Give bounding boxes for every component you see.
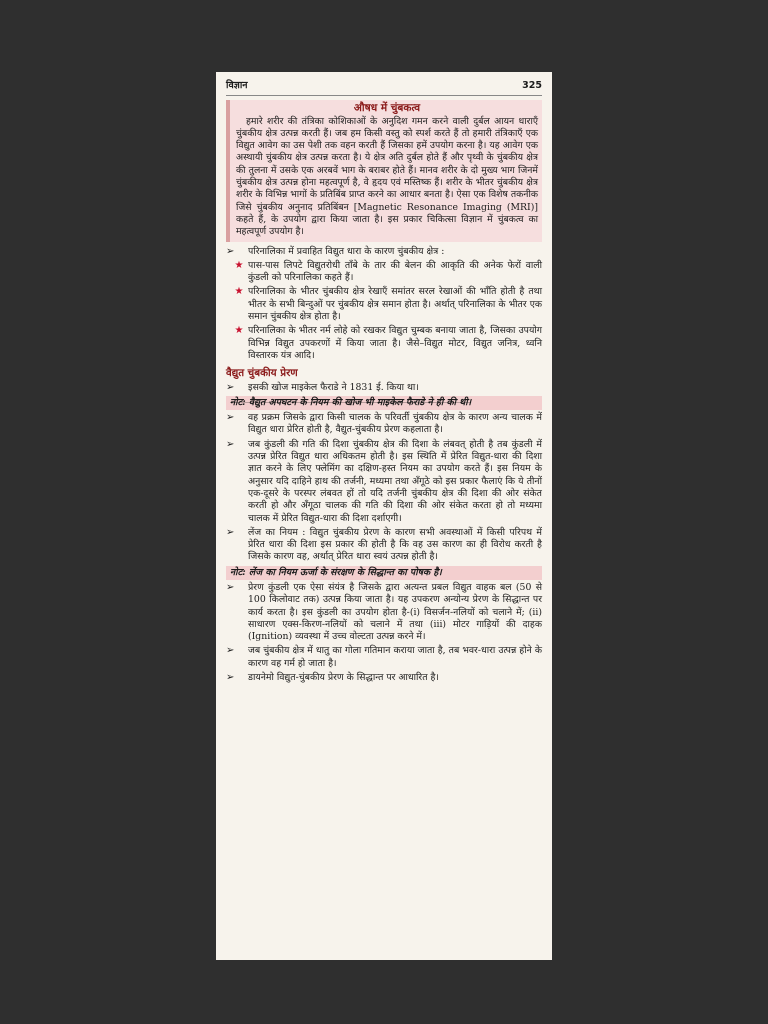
list-item [226,325,542,362]
list-item [226,582,542,643]
induction-point: जब चुंबकीय क्षेत्र में धातु का गोला गतिमान कराया जाता है, तब भवर-धारा उत्पन्न होने के कारण वह गर्म हो जाता है। [248,645,542,669]
textbook-page [216,72,552,960]
solenoid-point: परिनालिका के भीतर चुंबकीय क्षेत्र रेखाएँ समांतर सरल रेखाओं की भाँति होती है तथा भीतर के सभी बिन्दुओं पर चुंबकीय क्षेत्र समान होता है। अर्थात् परिनालिका के भीतर एक समान चुंबकीय क्षेत्र होता है। [248,286,542,323]
section-heading-induction: वैद्युत चुंबकीय प्रेरण [226,367,298,380]
box-paragraph: हमारे शरीर की तंत्रिका कोशिकाओं के अनुदिश गमन करने वाली दुर्बल आयन धाराएँ चुंबकीय क्षेत्र उत्पन्न करती हैं। जब हम किसी वस्तु को स्पर्श करते हैं तो हमारी तंत्रिकाएँ एक विद्युत आवेग का उस पेशी तक वहन करती हैं जिसका हमें उपयोग करना है। यह आवेग एक अस्थायी चुंबकीय क्षेत्र उत्पन्न करता है। ये क्षेत्र अति दुर्बल होते हैं और पृथ्वी के चुंबकीय क्षेत्र की तुलना में उसके एक अरबवें भाग के बराबर होते हैं। मानव शरीर के दो मुख्य भाग जिनमें चुंबकीय क्षेत्र उत्पन्न होना महत्वपूर्ण है, वे हृदय एवं मस्तिष्क हैं। शरीर के भीतर चुंबकीय क्षेत्र शरीर के विभिन्न भागों के प्रतिबिंब प्राप्त करने का आधार बनता है। ऐसा एक विशेष तकनीक जिसे चुंबकीय अनुनाद प्रतिबिंबन [Magnetic Resonance Imaging (MRI)] कहते हैं, के उपयोग द्वारा किया जाता है। इस प्रकार चिकित्सा विज्ञान में चुंबकत्व का महत्वपूर्ण उपयोग है। [236,115,538,238]
arrow-bullet-icon: ➢ [226,645,235,657]
arrow-bullet-icon: ➢ [226,412,235,424]
induction-point: लेंज का नियम : विद्युत चुंबकीय प्रेरण के कारण सभी अवस्थाओं में किसी परिपथ में प्रेरित धारा की दिशा इस प्रकार की होती है कि वह उस कारण का ही विरोध करती है जिसके कारण वह, अर्थात् प्रेरित धारा स्वयं उत्पन्न होती है। [248,526,542,563]
arrow-bullet-icon: ➢ [226,672,235,684]
list-item [226,439,542,525]
discovery-text: इसकी खोज माइकेल फैराडे ने 1831 ई. किया था। [248,381,419,393]
list-item [226,382,542,394]
star-bullet-icon: ★ [234,286,244,298]
arrow-bullet-icon: ➢ [226,438,235,450]
solenoid-heading-item [226,246,542,258]
list-item [226,412,542,437]
star-bullet-icon: ★ [234,259,244,271]
page-number: 325 [522,80,542,91]
list-item [226,645,542,670]
list-item [226,260,542,285]
arrow-bullet-icon: ➢ [226,381,235,393]
note-banner: नोट: वैद्युत अपघटन के नियम की खोज भी माइकेल फैराडे ने ही की थी। [226,396,542,410]
induction-point: डायनेमो विद्युत-चुंबकीय प्रेरण के सिद्धान्त पर आधारित है। [248,672,439,684]
note-banner: नोट: लेंज का नियम ऊर्जा के संरक्षण के सिद्धान्त का पोषक है। [226,566,542,580]
solenoid-heading: परिनालिका में प्रवाहित विद्युत धारा के कारण चुंबकीय क्षेत्र : [248,245,445,257]
arrow-bullet-icon: ➢ [226,245,235,257]
induction-point: वह प्रक्रम जिसके द्वारा किसी चालक के परिवर्ती चुंबकीय क्षेत्र के कारण अन्य चालक में विद्युत धारा प्रेरित होती है, वैद्युत-चुंबकीय प्रेरण कहलाता है। [248,412,542,436]
list-item [226,672,542,684]
subject-title: विज्ञान [226,80,248,91]
page-header [226,80,542,96]
induction-point: जब कुंडली की गति की दिशा चुंबकीय क्षेत्र की दिशा के लंबवत् होती है तब कुंडली में उत्पन्न प्रेरित विद्युत धारा अधिकतम होती है। इस स्थिति में प्रेरित विद्युत-धारा की दिशा ज्ञात करने के लिए फ्लेमिंग का दक्षिण-हस्त नियम का उपयोग करते हैं। इस नियम के अनुसार यदि दाहिने हाथ की तर्जनी, मध्यमा तथा अँगूठे को इस प्रकार फैलाएं कि ये तीनों एक-दूसरे के परस्पर लंबवत हों तो यदि तर्जनी चुंबकीय क्षेत्र की दिशा की ओर संकेत करती हो और अँगूठा चालक की गति की दिशा की ओर संकेत करता हो तो मध्यमा चालक में प्रेरित विद्युत-धारा की दिशा दर्शाएगी। [248,438,542,524]
solenoid-point: पास-पास लिपटे विद्युतरोधी ताँबे के तार की बेलन की आकृति की अनेक फेरों वाली कुंडली को परिनालिका कहते हैं। [248,259,542,284]
box-title: औषध में चुंबकत्व [353,102,421,115]
arrow-bullet-icon: ➢ [226,581,235,593]
solenoid-point: परिनालिका के भीतर नर्म लोहे को रखकर विद्युत चुम्बक बनाया जाता है, जिसका उपयोग विभिन्न विद्युत उपकरणों में किया जाता है। जैसे–विद्युत मोटर, विद्युत जनित्र, ध्वनि विस्तारक यंत्र आदि। [248,325,542,361]
list-item [226,527,542,564]
induction-point: प्रेरण कुंडली एक ऐसा संयंत्र है जिसके द्वारा अत्यन्त प्रबल विद्युत वाहक बल (50 से 100 किलोवाट तक) उत्पन्न किया जाता है। यह उपकरण अन्योन्य प्रेरण के सिद्धान्त पर कार्य करता है। इस कुंडली का उपयोग होता है-(i) विसर्जन-नलियों को चलाने में; (ii) साधारण एक्स-किरण-नलियों को चलाने में तथा (iii) मोटर गाड़ियों की दाहक (Ignition) व्यवस्था में उच्च वोल्टता उत्पन्न करने में। [248,581,542,643]
info-box-medicine-magnetism [226,100,542,241]
arrow-bullet-icon: ➢ [226,526,235,538]
star-bullet-icon: ★ [234,325,244,337]
list-item [226,286,542,323]
